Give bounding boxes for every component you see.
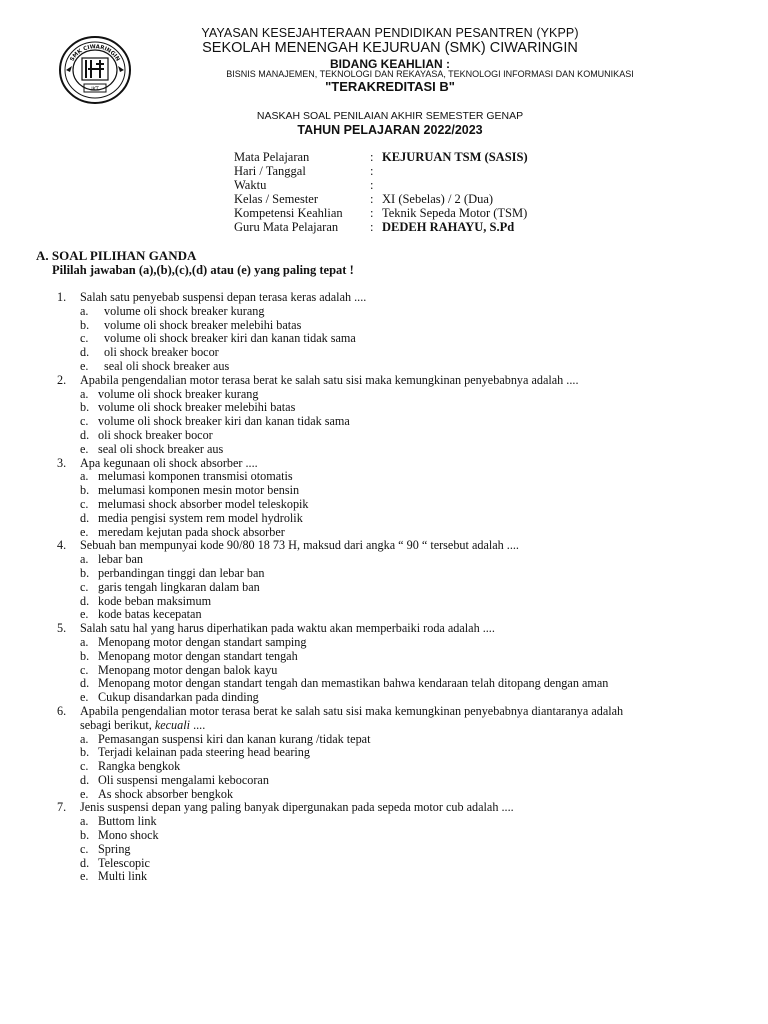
option-letter: d. xyxy=(80,427,90,442)
info-colon: : xyxy=(370,206,374,220)
question-text-continuation xyxy=(80,719,205,733)
info-label: Kompetensi Keahlian xyxy=(234,206,343,220)
option-letter: d. xyxy=(80,855,90,870)
option-text: Rangka bengkok xyxy=(98,759,181,774)
answer-option xyxy=(0,608,768,622)
answer-option xyxy=(0,415,768,429)
academic-year: TAHUN PELAJARAN 2022/2023 xyxy=(297,123,483,137)
info-label: Mata Pelajaran xyxy=(234,150,310,164)
option-text: volume oli shock breaker kurang xyxy=(104,303,265,318)
info-label: Hari / Tanggal xyxy=(234,164,306,178)
option-text: kode batas kecepatan xyxy=(98,607,202,622)
option-text: volume oli shock breaker melebihi batas xyxy=(104,317,302,332)
info-value: KEJURUAN TSM (SASIS) xyxy=(382,150,528,164)
option-text: Menopang motor dengan balok kayu xyxy=(98,662,278,677)
answer-option xyxy=(0,553,768,567)
question-text: Salah satu hal yang harus diperhatikan pada waktu akan memperbaiki roda adalah .... xyxy=(80,621,495,636)
option-text: volume oli shock breaker melebihi batas xyxy=(98,400,296,415)
option-letter: d. xyxy=(80,676,90,691)
option-text: melumasi komponen transmisi otomatis xyxy=(98,469,293,484)
option-text: seal oli shock breaker aus xyxy=(98,441,224,456)
answer-option xyxy=(0,470,768,484)
option-letter: b. xyxy=(80,565,90,580)
info-colon: : xyxy=(370,220,374,234)
question-item xyxy=(0,801,768,884)
info-colon: : xyxy=(370,178,374,192)
info-label: Kelas / Semester xyxy=(234,192,319,206)
answer-option xyxy=(0,567,768,581)
question-number: 1. xyxy=(57,290,67,304)
option-text: lebar ban xyxy=(98,552,144,567)
option-letter: b. xyxy=(80,648,90,663)
option-letter: d. xyxy=(80,345,90,360)
answer-option xyxy=(0,829,768,843)
school-name: SEKOLAH MENENGAH KEJURUAN (SMK) CIWARINGIN xyxy=(202,40,578,56)
answer-option xyxy=(0,815,768,829)
option-letter: e. xyxy=(80,607,89,622)
option-letter: e. xyxy=(80,869,89,884)
svg-text:IKT: IKT xyxy=(91,86,99,93)
option-letter: e. xyxy=(80,358,89,373)
option-text: media pengisi system rem model hydrolik xyxy=(98,510,303,525)
answer-option xyxy=(0,360,768,374)
option-text: volume oli shock breaker kurang xyxy=(98,386,259,401)
answer-option xyxy=(0,346,768,360)
question-text: Apabila pengendalian motor terasa berat ke salah satu sisi maka kemungkinan penyebabnya adalah .... xyxy=(80,372,579,387)
option-letter: d. xyxy=(80,772,90,787)
answer-option xyxy=(0,429,768,443)
school-logo xyxy=(58,34,132,106)
option-letter: a. xyxy=(80,634,89,649)
answer-option xyxy=(0,774,768,788)
info-label: Waktu xyxy=(234,178,267,192)
answer-option xyxy=(0,526,768,540)
answer-option xyxy=(0,484,768,498)
option-letter: d. xyxy=(80,510,90,525)
option-text: Menopang motor dengan standart tengah xyxy=(98,648,298,663)
question-number: 4. xyxy=(57,538,67,553)
question-number: 7. xyxy=(57,800,67,815)
answer-option xyxy=(0,388,768,402)
option-text: melumasi komponen mesin motor bensin xyxy=(98,483,300,498)
question-list xyxy=(0,291,768,884)
option-text: volume oli shock breaker kiri dan kanan tidak sama xyxy=(98,414,350,429)
question-number: 5. xyxy=(57,621,67,636)
option-text: As shock absorber bengkok xyxy=(98,786,234,801)
option-letter: e. xyxy=(80,786,89,801)
option-text: Spring xyxy=(98,841,131,856)
option-text: Menopang motor dengan standart tengah dan memastikan bahwa kendaraan telah ditopang dengan aman xyxy=(98,676,609,691)
answer-option xyxy=(0,305,768,319)
foundation-name: YAYASAN KESEJAHTERAAN PENDIDIKAN PESANTREN (YKPP) xyxy=(201,26,579,40)
option-text: Cukup disandarkan pada dinding xyxy=(98,690,259,705)
question-number: 2. xyxy=(57,372,67,387)
option-letter: c. xyxy=(80,414,89,429)
question-item xyxy=(0,457,768,540)
answer-option xyxy=(0,870,768,884)
option-letter: c. xyxy=(80,759,89,774)
option-letter: a. xyxy=(80,469,89,484)
option-text: perbandingan tinggi dan lebar ban xyxy=(98,565,265,580)
answer-option xyxy=(0,498,768,512)
info-colon: : xyxy=(370,150,374,164)
question-item xyxy=(0,291,768,374)
option-letter: e. xyxy=(80,441,89,456)
info-colon: : xyxy=(370,192,374,206)
answer-option xyxy=(0,581,768,595)
answer-option xyxy=(0,319,768,333)
option-letter: a. xyxy=(80,731,89,746)
answer-option xyxy=(0,746,768,760)
question-number: 3. xyxy=(57,455,67,470)
field-title: BIDANG KEAHLIAN : xyxy=(330,57,450,71)
option-letter: c. xyxy=(80,496,89,511)
option-text: Telescopic xyxy=(98,855,150,870)
question-item xyxy=(0,622,768,705)
option-letter: a. xyxy=(80,303,89,318)
question-item xyxy=(0,705,768,802)
option-text: kode beban maksimum xyxy=(98,593,212,608)
section-instruction: Pililah jawaban (a),(b),(c),(d) atau (e) yang paling tepat ! xyxy=(52,263,354,277)
option-text: Buttom link xyxy=(98,814,157,829)
option-text: oli shock breaker bocor xyxy=(98,427,213,442)
option-letter: c. xyxy=(80,579,89,594)
answer-option xyxy=(0,650,768,664)
option-letter: b. xyxy=(80,828,90,843)
option-letter: c. xyxy=(80,841,89,856)
option-text: garis tengah lingkaran dalam ban xyxy=(98,579,260,594)
info-colon: : xyxy=(370,164,374,178)
answer-option xyxy=(0,332,768,346)
answer-option xyxy=(0,636,768,650)
option-letter: b. xyxy=(80,400,90,415)
question-text: Apabila pengendalian motor terasa berat ke salah satu sisi maka kemungkinan penyebabnya diantaranya adalah xyxy=(80,703,624,718)
option-text: Multi link xyxy=(98,869,148,884)
section-title: A. SOAL PILIHAN GANDA xyxy=(36,248,197,263)
answer-option xyxy=(0,857,768,871)
answer-option xyxy=(0,733,768,747)
question-text: Jenis suspensi depan yang paling banyak dipergunakan pada sepeda motor cub adalah .... xyxy=(80,800,514,815)
option-letter: c. xyxy=(80,662,89,677)
field-list: BISNIS MANAJEMEN, TEKNOLOGI DAN REKAYASA, TEKNOLOGI INFORMASI DAN KOMUNIKASI xyxy=(226,69,634,79)
answer-option xyxy=(0,788,768,802)
info-value: Teknik Sepeda Motor (TSM) xyxy=(382,206,528,220)
option-text: Pemasangan suspensi kiri dan kanan kurang /tidak tepat xyxy=(98,731,371,746)
option-letter: a. xyxy=(80,386,89,401)
option-letter: b. xyxy=(80,745,90,760)
info-value: DEDEH RAHAYU, S.Pd xyxy=(382,220,515,234)
option-text: Mono shock xyxy=(98,828,159,843)
option-text: volume oli shock breaker kiri dan kanan tidak sama xyxy=(104,331,356,346)
answer-option xyxy=(0,664,768,678)
option-text: Oli suspensi mengalami kebocoran xyxy=(98,772,269,787)
option-letter: e. xyxy=(80,524,89,539)
answer-option xyxy=(0,677,768,691)
svg-text:SMK CIWARINGIN: SMK CIWARINGIN xyxy=(69,44,121,63)
answer-option xyxy=(0,401,768,415)
option-text: Menopang motor dengan standart samping xyxy=(98,634,307,649)
answer-option xyxy=(0,595,768,609)
option-text: oli shock breaker bocor xyxy=(104,345,219,360)
question-number: 6. xyxy=(57,703,67,718)
answer-option xyxy=(0,443,768,457)
question-text: Apa kegunaan oli shock absorber .... xyxy=(80,455,258,470)
question-text: Salah satu penyebab suspensi depan terasa keras adalah .... xyxy=(80,290,367,304)
question-item xyxy=(0,539,768,622)
option-text: Terjadi kelainan pada steering head bearing xyxy=(98,745,310,760)
info-value: XI (Sebelas) / 2 (Dua) xyxy=(382,192,494,206)
answer-option xyxy=(0,843,768,857)
option-letter: e. xyxy=(80,690,89,705)
document-title: NASKAH SOAL PENILAIAN AKHIR SEMESTER GENAP xyxy=(256,110,524,122)
option-letter: c. xyxy=(80,331,89,346)
accreditation: "TERAKREDITASI B" xyxy=(325,79,455,94)
answer-option xyxy=(0,760,768,774)
question-item xyxy=(0,374,768,457)
answer-option xyxy=(0,512,768,526)
question-text-part: .... xyxy=(190,717,206,732)
option-text: seal oli shock breaker aus xyxy=(104,358,230,373)
question-text: Sebuah ban mempunyai kode 90/80 18 73 H, maksud dari angka “ 90 “ tersebut adalah .... xyxy=(80,538,519,553)
option-letter: b. xyxy=(80,483,90,498)
option-letter: d. xyxy=(80,593,90,608)
question-text-part: sebagi berikut, xyxy=(80,717,155,732)
option-letter: b. xyxy=(80,317,90,332)
option-text: meredam kejutan pada shock absorber xyxy=(98,524,285,539)
info-label: Guru Mata Pelajaran xyxy=(234,220,339,234)
option-letter: a. xyxy=(80,814,89,829)
question-text-emphasis: kecuali xyxy=(154,717,191,732)
option-letter: a. xyxy=(80,552,89,567)
option-text: melumasi shock absorber model teleskopik xyxy=(98,496,309,511)
answer-option xyxy=(0,691,768,705)
